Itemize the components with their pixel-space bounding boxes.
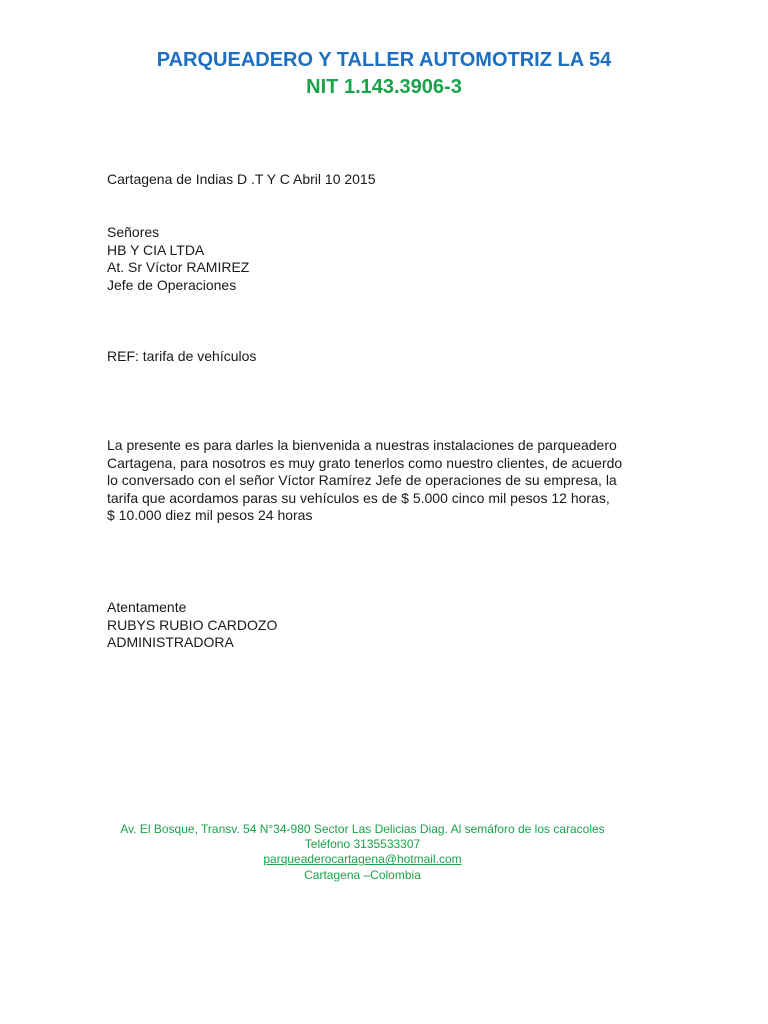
closing-salutation: Atentamente bbox=[107, 599, 187, 615]
footer-email-link[interactable]: parqueaderocartagena@hotmail.com bbox=[263, 852, 462, 867]
signer-title: ADMINISTRADORA bbox=[107, 634, 234, 650]
recipient-line: HB Y CIA LTDA bbox=[107, 241, 205, 258]
company-name: PARQUEADERO Y TALLER AUTOMOTRIZ LA 54 bbox=[156, 49, 612, 71]
recipient-line: At. Sr Víctor RAMIREZ bbox=[107, 259, 250, 275]
closing-block bbox=[107, 599, 277, 652]
reference-line bbox=[107, 348, 256, 366]
signer-name: RUBYS RUBIO CARDOZO bbox=[107, 616, 278, 633]
place-date-text: Cartagena de Indias D .T Y C Abril 10 2015 bbox=[107, 171, 376, 187]
footer-city: Cartagena –Colombia bbox=[304, 867, 421, 882]
body-line: La presente es para darles la bienvenida a nuestras instalaciones de parqueadero bbox=[107, 437, 617, 453]
reference-text: REF: tarifa de vehículos bbox=[107, 348, 257, 364]
body-line: tarifa que acordamos paras su vehículos es de $ 5.000 cinco mil pesos 12 horas, bbox=[107, 489, 610, 506]
footer bbox=[0, 822, 725, 883]
body-line: $ 10.000 diez mil pesos 24 horas bbox=[107, 507, 313, 523]
nit-number: NIT 1.143.3906-3 bbox=[306, 76, 462, 98]
footer-address: Av. El Bosque, Transv. 54 N°34-980 Sector Las Delicias Diag. Al semáforo de los caracoles bbox=[120, 822, 605, 836]
letter-body bbox=[107, 437, 667, 525]
body-line: lo conversado con el señor Víctor Ramírez Jefe de operaciones de su empresa, la bbox=[107, 472, 617, 488]
recipient-line: Jefe de Operaciones bbox=[107, 276, 237, 293]
place-date bbox=[107, 171, 376, 189]
recipient-block bbox=[107, 224, 249, 294]
recipient-line: Señores bbox=[107, 224, 160, 240]
body-line: Cartagena, para nosotros es muy grato tenerlos como nuestro clientes, de acuerdo bbox=[107, 454, 623, 471]
footer-phone: Teléfono 3135533307 bbox=[304, 837, 421, 852]
